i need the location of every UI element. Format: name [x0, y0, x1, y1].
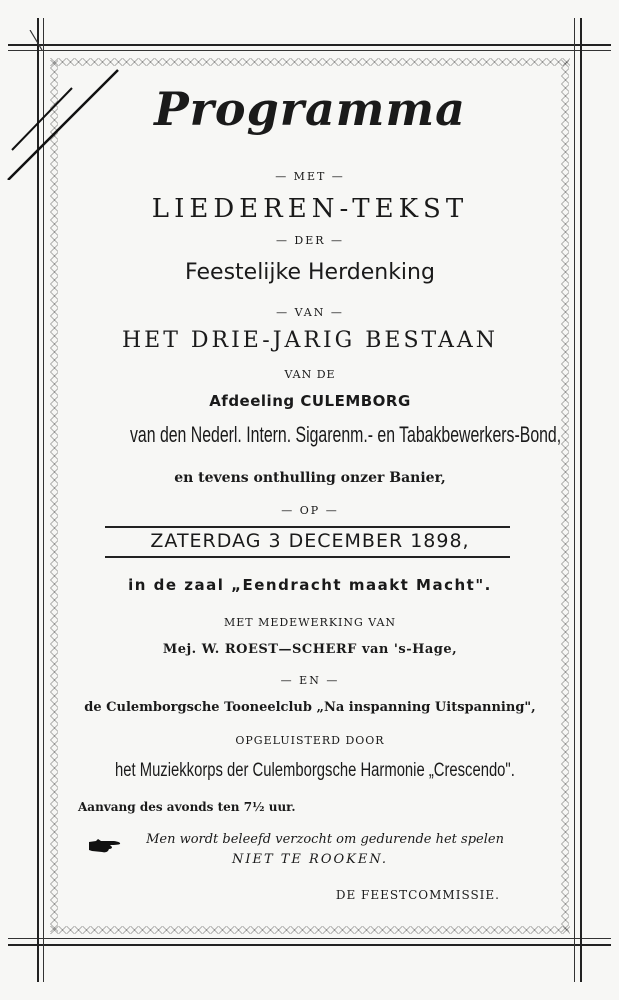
- separator-op: — OP —: [281, 504, 339, 517]
- separator-en: — EN —: [280, 674, 340, 687]
- frame-bottom-rule-inner: [8, 938, 611, 939]
- text-tooneelclub: de Culemborgsche Tooneelclub „Na inspanning Uitspanning",: [84, 700, 536, 715]
- separator-van: — VAN —: [276, 306, 344, 319]
- text-van-de: VAN DE: [284, 368, 336, 381]
- decorative-border-left: [50, 60, 58, 932]
- separator-der: — DER —: [275, 234, 345, 247]
- event-date: ZATERDAG 3 DECEMBER 1898,: [150, 530, 470, 552]
- text-mej-roest-scherf: Mej. W. ROEST—SCHERF van 's-Hage,: [162, 642, 458, 657]
- text-niet-te-rooken: NIET TE ROOKEN.: [231, 852, 389, 867]
- frame-right-rule: [580, 18, 582, 982]
- text-onthulling: en tevens onthulling onzer Banier,: [174, 470, 446, 486]
- text-feestcommissie: DE FEESTCOMMISSIE.: [335, 888, 500, 902]
- frame-bottom-rule: [8, 944, 611, 946]
- date-bottom-rule: [105, 556, 510, 558]
- text-verzocht: Men wordt beleefd verzocht om gedurende het spelen: [146, 832, 504, 847]
- text-zaal: in de zaal „Eendracht maakt Macht".: [128, 576, 492, 594]
- text-opgeluisterd: OPGELUISTERD DOOR: [235, 734, 385, 747]
- decorative-border-right: [561, 60, 569, 932]
- text-medewerking: MET MEDEWERKING VAN: [223, 616, 397, 629]
- heading-liederen-tekst: LIEDEREN-TEKST: [151, 194, 469, 224]
- separator-met: — MET —: [275, 170, 345, 183]
- text-afdeeling: Afdeeling CULEMBORG: [209, 392, 411, 410]
- text-muziekkorps: het Muziekkorps der Culemborgsche Harmonie „Crescendo".: [115, 760, 515, 781]
- text-bond: van den Nederl. Intern. Sigarenm.- en Tabakbewerkers-Bond,: [130, 422, 562, 447]
- decorative-border-top: [50, 58, 570, 66]
- frame-right-rule-inner: [574, 18, 575, 982]
- heading-feestelijke-herdenking: Feestelijke Herdenking: [185, 260, 435, 285]
- heading-drie-jarig-bestaan: HET DRIE-JARIG BESTAAN: [121, 328, 499, 353]
- date-top-rule: [105, 526, 510, 528]
- pointing-hand-icon: [88, 838, 122, 854]
- page-title: Programma: [154, 82, 466, 136]
- text-aanvang: Aanvang des avonds ten 7½ uur.: [78, 800, 296, 814]
- program-content: [60, 70, 560, 930]
